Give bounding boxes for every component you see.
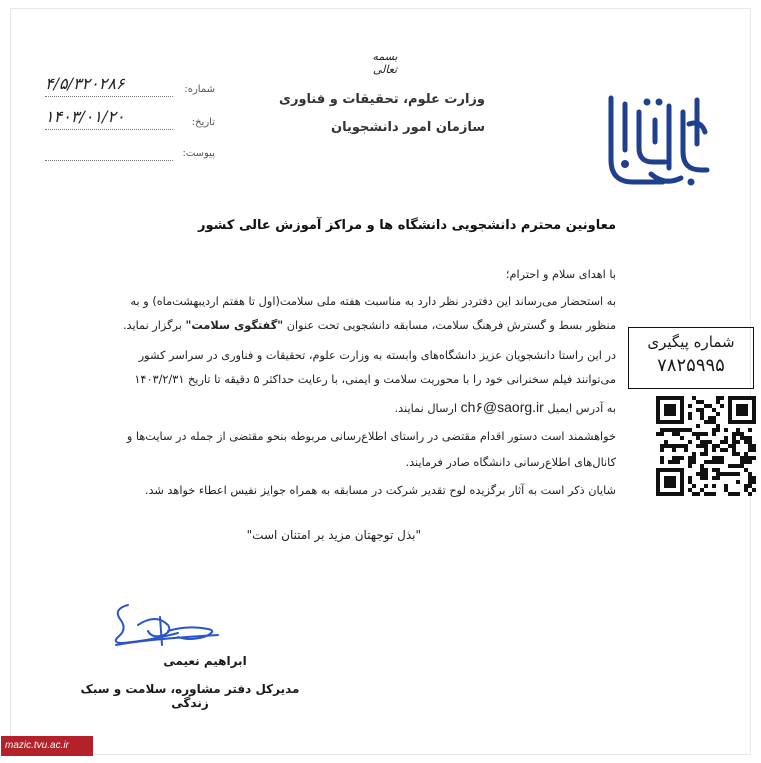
organization-logo-icon: [605, 90, 713, 190]
body-line: [395, 399, 616, 417]
body-line: در این راستا دانشجویان عزیز دانشگاه‌های وابسته به وزارت علوم، تحقیقات و فناوری در سراسر کشور: [138, 349, 616, 362]
signature-icon: [108, 595, 228, 655]
body-line: شایان ذکر است به آثار برگزیده لوح تقدیر شرکت در مسابقه به همراه جوایز نفیس اعطاء خواهد شد.: [144, 484, 616, 497]
dotted-line: [45, 96, 173, 97]
letter-date-label: تاریخ:: [191, 117, 215, 128]
tracking-label: شماره پیگیری: [647, 333, 735, 351]
attachment-label: پیوست:: [182, 148, 215, 159]
closing-line: "بذل توجهتان مزید بر امتنان است": [246, 528, 421, 542]
body-text: به آدرس ایمیل: [543, 402, 616, 415]
body-text: منظور بسط و گسترش فرهنگ سلامت، مسابقه دانشجویی تحت عنوان: [283, 319, 616, 332]
letter-number-label: شماره:: [184, 84, 215, 95]
signer-name: ابراهیم نعیمی: [163, 654, 247, 668]
bismillah: بسمه تعالی: [372, 50, 398, 76]
ministry-name: وزارت علوم، تحقیقات و فناوری: [279, 92, 485, 107]
body-line: به استحضار می‌رساند این دفتردر نظر دارد به مناسبت هفته ملی سلامت(اول تا هفتم اردیبهشت‌ماه) و به: [130, 295, 616, 308]
body-line: [123, 318, 616, 334]
site-watermark[interactable]: mazic.tvu.ac.ir: [1, 736, 93, 756]
dotted-line: [45, 129, 173, 130]
tracking-box: [628, 327, 754, 389]
signer-title: مدیرکل دفتر مشاوره، سلامت و سبک زندگی: [80, 682, 300, 710]
contest-title: "گفتگوی سلامت": [185, 319, 284, 332]
letter-number-value: ۴/۵/۳۲۰۲۸۶: [45, 74, 125, 93]
body-line: می‌توانند فیلم سخنرانی خود را با محوریت سلامت و ایمنی، با رعایت حداکثر ۵ دقیقه تا تاریخ ۱۴۰۳/۲/۳۱: [134, 373, 616, 386]
body-line: کانال‌های اطلاع‌رسانی دانشگاه صادر فرمایند.: [405, 456, 616, 469]
letter-date-value: ۱۴۰۳/۰۱/۲۰: [45, 107, 125, 126]
attachment-row: [45, 144, 215, 164]
dotted-line: [45, 160, 173, 161]
recipient: معاونین محترم دانشجویی دانشگاه ها و مراکز آموزش عالی کشور: [198, 218, 616, 233]
tracking-number: ۷۸۲۵۹۹۵: [657, 355, 725, 376]
greeting: با اهدای سلام و احترام؛: [505, 268, 616, 281]
letter-number-row: [45, 74, 215, 100]
body-line: خواهشمند است دستور اقدام مقتضی در راستای اطلاع‌رسانی مربوطه بنحو مقتضی از جمله در سایت‌ها و: [126, 430, 616, 443]
letter-date-row: [45, 107, 215, 133]
body-text: ارسال نمایند.: [394, 402, 461, 415]
organization-name: سازمان امور دانشجویان: [331, 120, 485, 135]
body-text: برگزار نماید.: [122, 319, 186, 332]
email-link[interactable]: ch۶@saorg.ir: [460, 399, 544, 415]
qr-code-icon[interactable]: [656, 396, 756, 496]
